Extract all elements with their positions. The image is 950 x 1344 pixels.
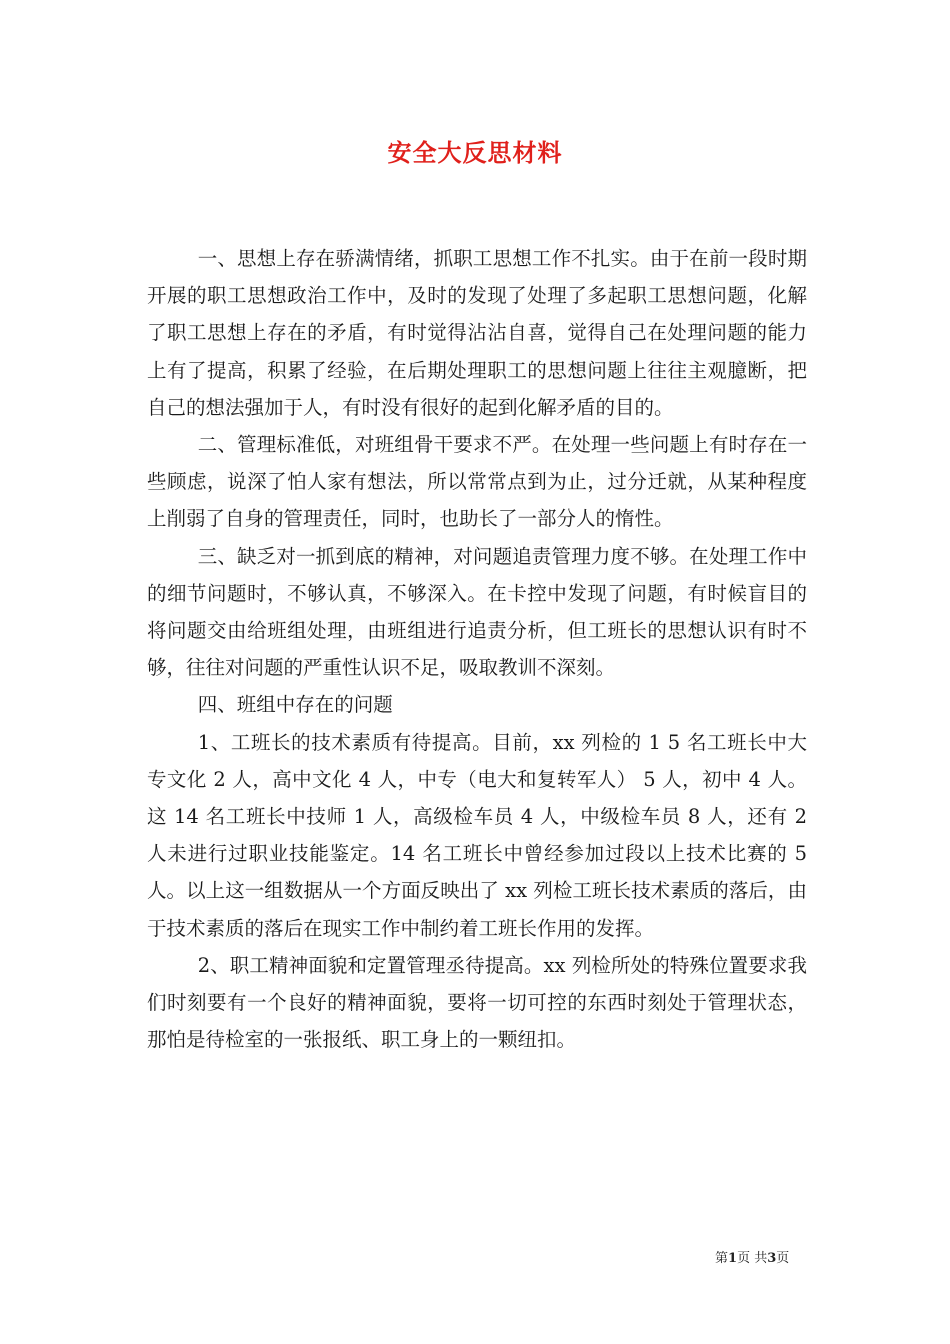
footer-prefix: 第 — [715, 1251, 729, 1266]
paragraph-6: 2、职工精神面貌和定置管理丞待提高。xx 列检所处的特殊位置要求我们时刻要有一个良好的精神面貌，要将一切可控的东西时刻处于管理状态，那怕是待检室的一张报纸、职工身上的一颗纽扣。 — [147, 953, 807, 1052]
document-title: 安全大反思材料 — [387, 138, 563, 167]
document-body — [147, 240, 807, 1058]
footer-middle: 页 共 — [737, 1251, 768, 1266]
footer-suffix: 页 — [776, 1251, 790, 1266]
paragraph-2: 二、管理标准低，对班组骨干要求不严。在处理一些问题上有时存在一些顾虑，说深了怕人家有想法，所以常常点到为止，过分迁就，从某种程度上削弱了自身的管理责任，同时，也助长了一部分人的惰性。 — [147, 433, 807, 531]
paragraph-4: 四、班组中存在的问题 — [197, 693, 393, 717]
paragraph-3: 三、缺乏对一抓到底的精神，对问题追责管理力度不够。在处理工作中的细节问题时，不够认真，不够深入。在卡控中发现了问题，有时候盲目的将问题交由给班组处理，由班组进行追责分析，但工班长的思想认识有时不够，往往对问题的严重性认识不足，吸取教训不深刻。 — [147, 544, 807, 680]
footer-total-pages: 3 — [767, 1251, 777, 1266]
page-number-footer — [715, 1247, 789, 1266]
footer-current-page: 1 — [728, 1251, 738, 1266]
paragraph-1: 一、思想上存在骄满情绪，抓职工思想工作不扎实。由于在前一段时期开展的职工思想政治工作中，及时的发现了处理了多起职工思想问题，化解了职工思想上存在的矛盾，有时觉得沾沾自喜，觉得自己在处理问题的能力上有了提高，积累了经验，在后期处理职工的思想问题上往往主观臆断，把自己的想法强加于人，有时没有很好的起到化解矛盾的目的。 — [147, 247, 807, 419]
paragraph-5: 1、工班长的技术素质有待提高。目前，xx 列检的 1 5 名工班长中大专文化 2 人，高中文化 4 人，中专（电大和复转军人） 5 人，初中 4 人。这 14 名工班长中技师 1 人，高级检车员 4 人，中级检车员 8 人，还有 2 人未进行过职业技能鉴定。14 名工班长中曾经参加过段以上技术比赛的 5 人。以上这一组数据从一个方面反映出了 xx 列检工班长技术素质的落后，由于技术素质的落后在现实工作中制约着工班长作用的发挥。 — [147, 730, 807, 940]
